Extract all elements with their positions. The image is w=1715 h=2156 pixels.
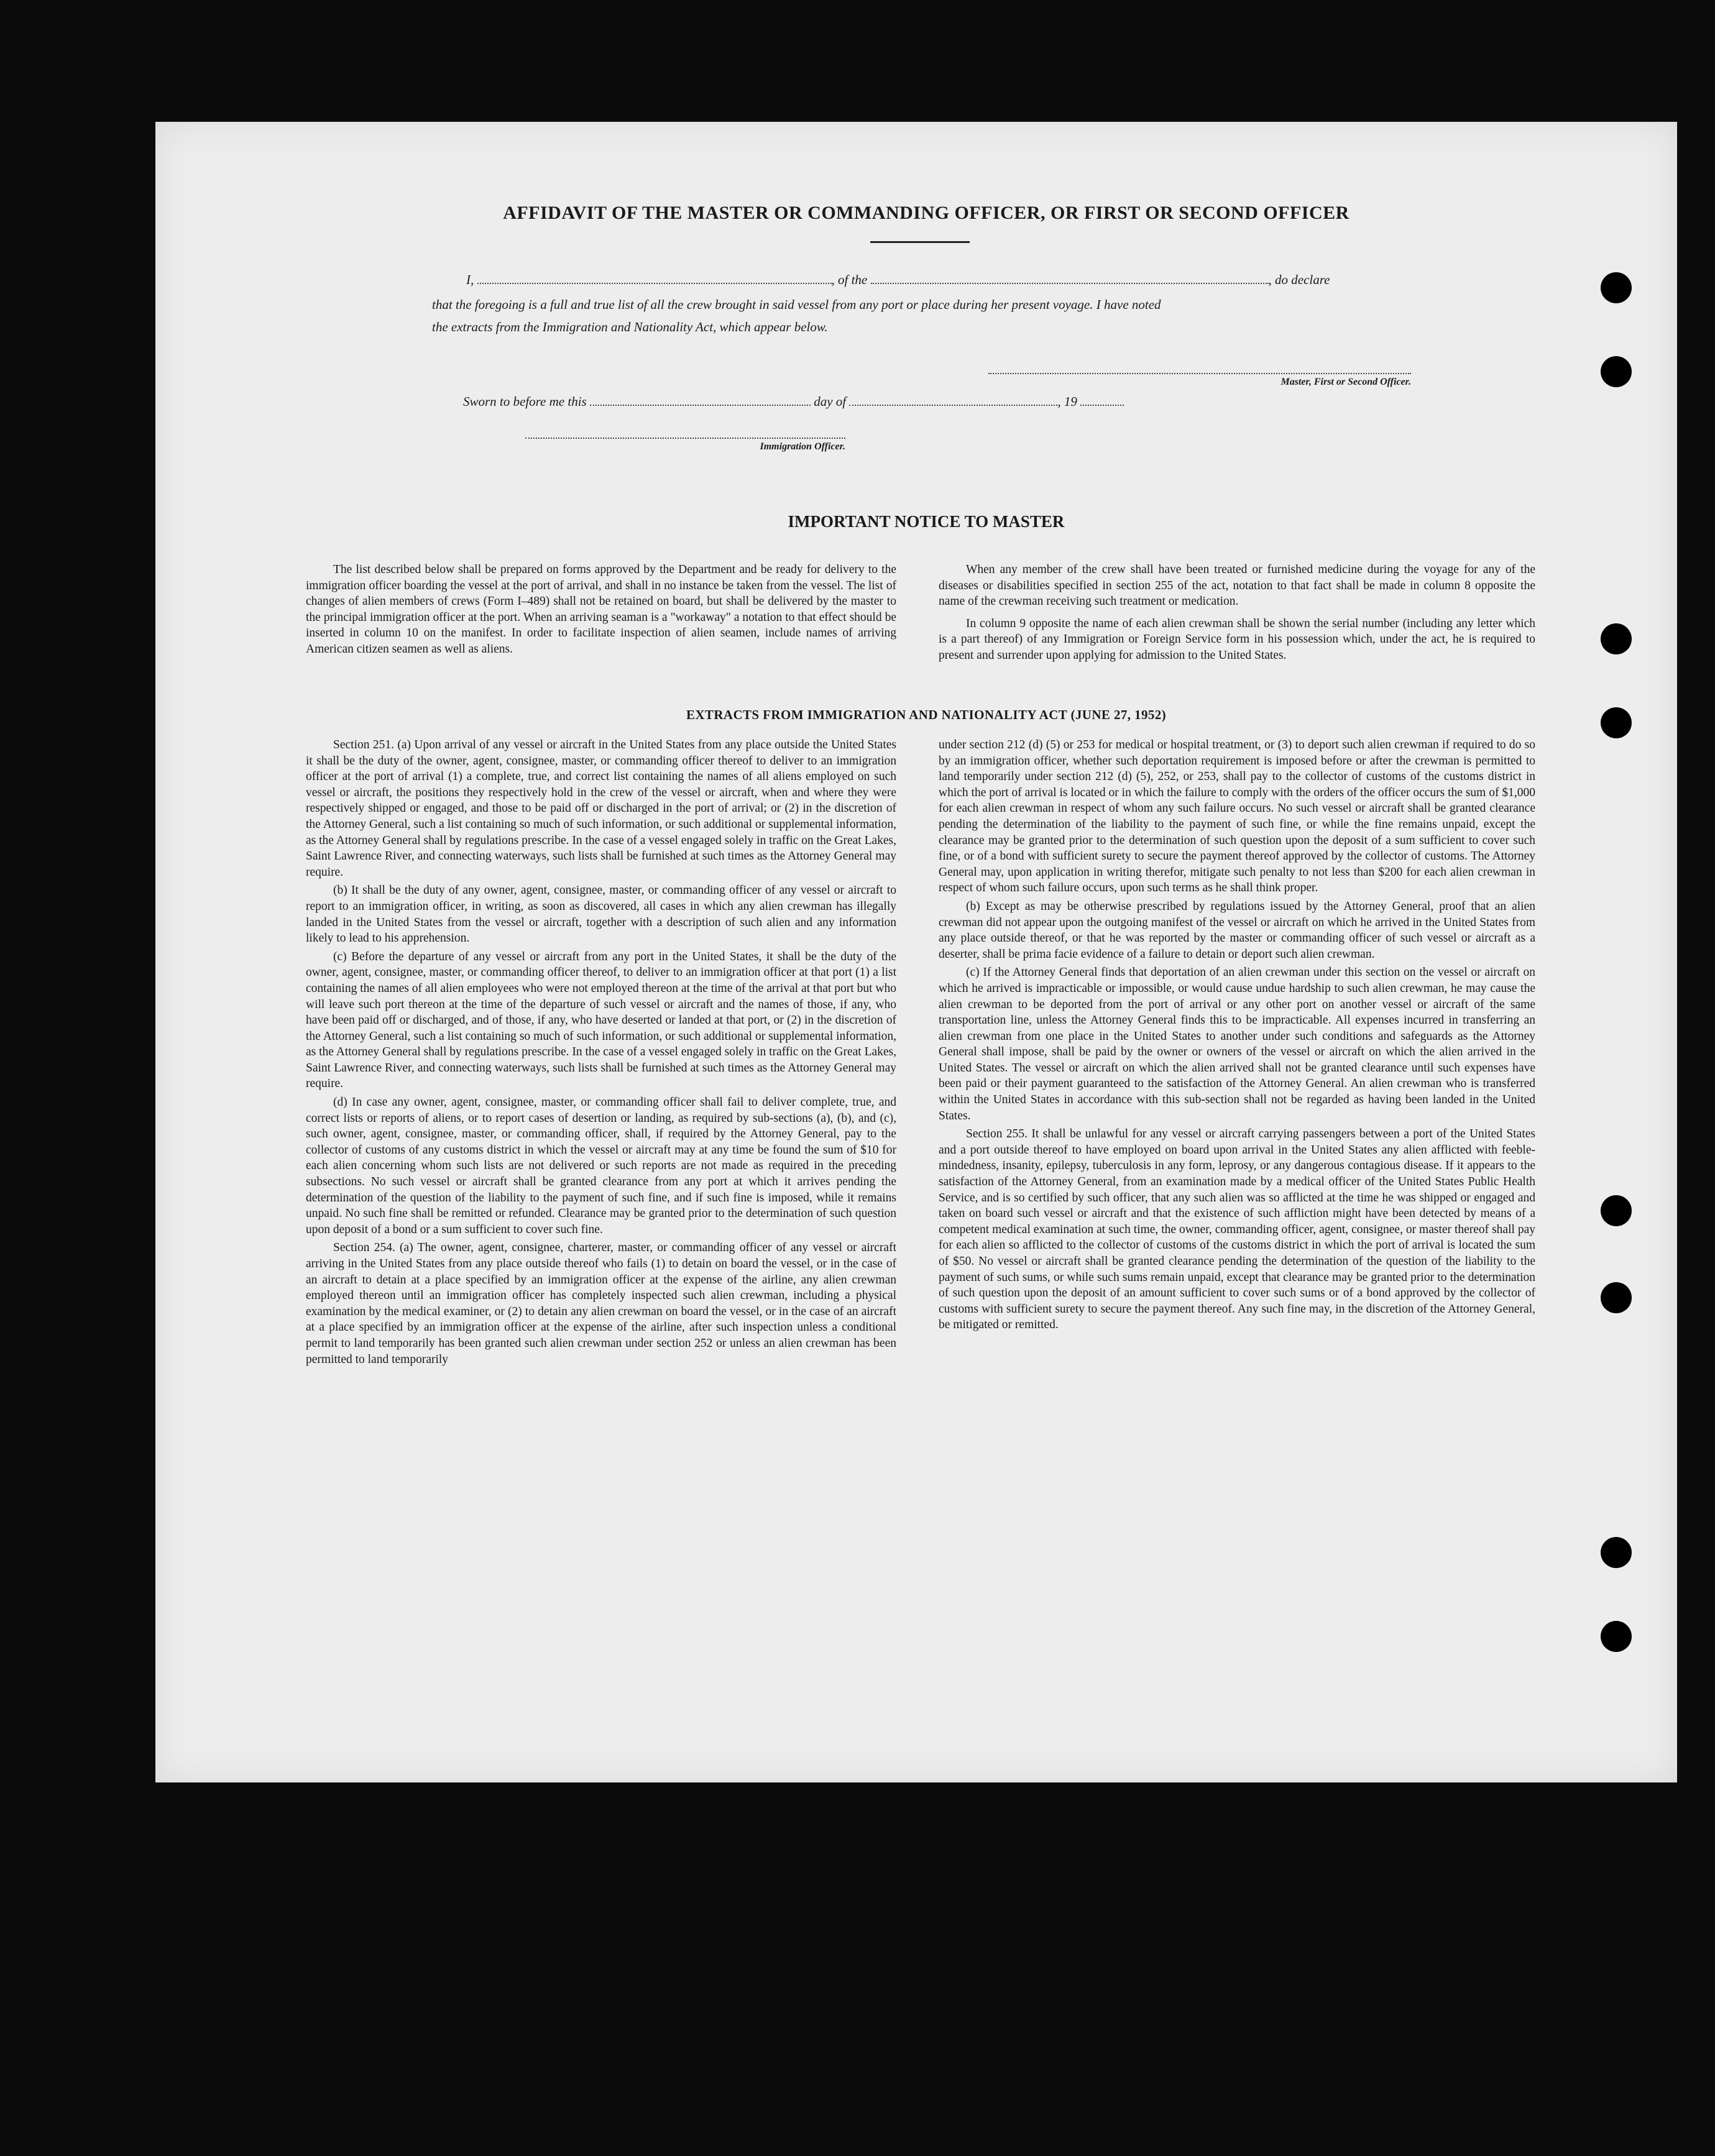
declare-of-the: , of the	[831, 272, 868, 287]
extracts-right-column	[939, 737, 1535, 1336]
extracts-title: EXTRACTS FROM IMMIGRATION AND NATIONALITY ACT (JUNE 27, 1952)	[686, 707, 1167, 722]
title-underline	[870, 241, 970, 243]
sworn-line	[463, 394, 1333, 410]
notice-left-column	[306, 562, 896, 660]
binder-hole	[1601, 707, 1632, 738]
binder-hole	[1601, 356, 1632, 387]
vessel-name-field[interactable]	[871, 283, 1269, 284]
master-signature-field[interactable]	[988, 373, 1411, 374]
officer-caption: Immigration Officer.	[760, 441, 845, 452]
section-251-a: Section 251. (a) Upon arrival of any vessel or aircraft in the United States from any place outside the United States it shall be the duty of the owner, agent, consignee, master, or commanding officer thereof to deliver to an immigration officer at the port of arrival (1) a complete, true, and correct list containing the names of all aliens employed on such vessel or aircraft, the positions they respectively hold in the crew of the vessel or aircraft, when and where they were respectively shipped or engaged, and those to be paid off or discharged in the port of arrival; or (2) in the discretion of the Attorney General, such a list containing so much of such information, or such additional or supplemental information, as the Attorney General shall by regulations prescribe. In the case of a vessel engaged solely in traffic on the Great Lakes, Saint Lawrence River, and connecting waterways, such lists shall be furnished at such times as the Attorney General may require.	[306, 738, 896, 879]
extracts-left-column	[306, 737, 896, 1370]
declaration-line-3: the extracts from the Immigration and Nationality Act, which appear below.	[432, 319, 828, 334]
section-254-a-continued: under section 212 (d) (5) or 253 for medical or hospital treatment, or (3) to deport such alien crewman if required to do so by an immigration officer, whether such deportation requirement is imposed before or after the crewman is permitted to land temporarily under section 212 (d) (5), 252, or 253, shall pay to the collector of customs of the customs district in which the port of arrival is located or in which the failure to comply with the orders of the officer occurs the sum of $1,000 for each alien crewman in respect of whom any such failure occurs. No such vessel or aircraft shall be granted clearance pending the determination of the liability to the payment of such fine, or while the fine remains unpaid, except the clearance may be granted prior to the determination of such question upon the deposit of a sum sufficient to cover such fine, or of a bond with sufficient surety to secure the payment thereof approved by the collector of customs. The Attorney General may, upon application in writing therefor, mitigate such penalty to not less than $200 for each alien crewman in respect of whom such failure occurs, upon such terms as he shall think proper.	[939, 738, 1535, 895]
section-251-c: (c) Before the departure of any vessel or aircraft from any port in the United States, it shall be the duty of the owner, agent, consignee, master, or commanding officer thereof, to deliver to an immigration officer at that port (1) a list containing the names of all alien employees who were not employed thereon at the time of the arrival at that port but who will leave such port thereon at the time of the departure of such vessel or aircraft and the names of those, if any, who have been paid off or discharged, and of those, if any, who have deserted or landed at that port, or (2) in the discretion of the Attorney General, such a list containing so much of such information, or such additional or supplemental information, as the Attorney General shall by regulations prescribe. In the case of a vessel engaged solely in traffic on the Great Lakes, Saint Lawrence River, and connecting waterways, such lists shall be furnished at such times as the Attorney General may require.	[306, 950, 896, 1091]
document-page	[155, 122, 1677, 1782]
notice-right-paragraph-1: When any member of the crew shall have been treated or furnished medicine during the voyage for any of the diseases or disabilities specified in section 255 of the act, notation to that fact shall be made in column 8 opposite the name of the crewman receiving such treatment or medication.	[939, 563, 1535, 608]
affidavit-title: AFFIDAVIT OF THE MASTER OR COMMANDING OFFICER, OR FIRST OR SECOND OFFICER	[503, 203, 1349, 223]
notice-title: IMPORTANT NOTICE TO MASTER	[788, 512, 1065, 531]
binder-hole	[1601, 1282, 1632, 1313]
sworn-year: , 19	[1057, 394, 1077, 409]
sworn-day-field[interactable]	[590, 405, 811, 406]
declaration-line-2: that the foregoing is a full and true list of all the crew brought in said vessel from any port or place during her present voyage. I have noted	[432, 297, 1161, 312]
notice-right-paragraph-2: In column 9 opposite the name of each alien crewman shall be shown the serial number (including any letter which is a part thereof) of any Immigration or Foreign Service form in his possession which, under the act, he is required to present and surrender upon applying for admission to the United States.	[939, 617, 1535, 662]
declare-end: , do declare	[1268, 272, 1330, 287]
sworn-year-field[interactable]	[1080, 405, 1124, 406]
section-254-a: Section 254. (a) The owner, agent, consignee, charterer, master, or commanding officer of any vessel or aircraft arriving in the United States from any place outside thereof who fails (1) to detain on board the vessel, or in the case of an aircraft to detain at a place specified by an immigration officer at the expense of the airline, any alien crewman employed thereon until an immigration officer has completely inspected such alien crewman, including a physical examination by the medical examiner, or (2) to detain any alien crewman on board the vessel, or in the case of an aircraft at a place specified by an immigration officer at the expense of the airline, after such inspection unless a conditional permit to land temporarily has been granted such alien crewman under section 252 or unless an alien crewman has been permitted to land temporarily	[306, 1241, 896, 1366]
declarant-name-field[interactable]	[477, 283, 832, 284]
section-254-b: (b) Except as may be otherwise prescribed by regulations issued by the Attorney General, proof that an alien crewman did not appear upon the outgoing manifest of the vessel or aircraft on which he arrived in the United States from any place outside thereof, or that he was reported by the master or commanding officer of such vessel or aircraft as a deserter, shall be prima facie evidence of a failure to detain or deport such alien crewman.	[939, 899, 1535, 961]
binder-hole	[1601, 1537, 1632, 1568]
section-251-d: (d) In case any owner, agent, consignee, master, or commanding officer shall fail to deliver complete, true, and correct lists or reports of aliens, or to report cases of desertion or landing, as required by sub-sections (a), (b), and (c), such owner, agent, consignee, master, or commanding officer, shall, if required by the Attorney General, pay to the collector of customs of any customs district in which the vessel or aircraft may at any time be found the sum of $10 for each alien concerning whom such lists are not delivered or such reports are not made as required in the preceding subsections. No such vessel or aircraft shall be granted clearance from any port at which it arrives pending the determination of the question of the liability to the payment of such fine, and if such fine is imposed, while it remains unpaid. No such fine shall be remitted or refunded. Clearance may be granted prior to the determination of such question upon deposit of a bond or a sum sufficient to cover such fine.	[306, 1096, 896, 1236]
binder-hole	[1601, 623, 1632, 654]
section-255: Section 255. It shall be unlawful for any vessel or aircraft carrying passengers between a port of the United States and a port outside thereof to have employed on board upon arrival in the United States any alien afflicted with feeble-mindedness, insanity, epilepsy, tuberculosis in any form, leprosy, or any dangerous contagious disease. If it appears to the satisfaction of the Attorney General, from an examination made by a medical officer of the United States Public Health Service, and is so certified by such officer, that any such alien was so afflicted at the time he was shipped or engaged and taken on board such vessel or aircraft and that the existence of such affliction might have been detected by means of a competent medical examination at such time, the owner, commanding officer, agent, consignee, or master thereof shall pay for each alien so afflicted to the collector of customs of the customs district in which the port of arrival is located the sum of $50. No vessel or aircraft shall be granted clearance pending the determination of the question of the liability to the payment of such sums, or while such sums remain unpaid, except that clearance may be granted prior to the determination of such question upon the deposit of an amount sufficient to cover such sums or of a bond approved by the collector of customs with sufficient surety to secure the payment thereof. Any such fine may, in the discretion of the Attorney General, be mitigated or remitted.	[939, 1127, 1535, 1332]
sworn-day-of: day of	[814, 394, 847, 409]
binder-hole	[1601, 1195, 1632, 1226]
officer-signature-field[interactable]	[525, 438, 845, 439]
notice-right-column	[939, 562, 1535, 666]
sworn-month-field[interactable]	[849, 405, 1057, 406]
master-caption: Master, First or Second Officer.	[1281, 377, 1411, 387]
declaration-line-1	[466, 272, 1573, 288]
binder-hole	[1601, 1621, 1632, 1652]
notice-left-paragraph: The list described below shall be prepared on forms approved by the Department and be ready for delivery to the immigration officer boarding the vessel at the port of arrival, and shall in no instance be taken from the vessel. The list of changes of alien members of crews (Form I–489) shall not be retained on board, but shall be delivered by the master to the principal immigration officer at the port. When an arriving seaman is a "workaway" a notation to that effect should be inserted in column 10 on the manifest. In order to facilitate inspection of alien seamen, include names of arriving American citizen seamen as well as aliens.	[306, 563, 896, 656]
section-254-c: (c) If the Attorney General finds that deportation of an alien crewman under this section on the vessel or aircraft on which he arrived is impracticable or impossible, or would cause undue hardship to such alien crewman, he may cause the alien crewman to be deported from the port of arrival or any other port on another vessel or aircraft of the same transportation line, unless the Attorney General finds this to be impracticable. All expenses incurred in transferring an alien crewman from one place in the United States to another under such conditions and safeguards as the Attorney General shall impose, shall be paid by the owner or owners of the vessel or aircraft on which the alien arrived in the United States. The vessel or aircraft on which the alien arrived shall not be granted clearance until such expenses have been paid or their payment guaranteed to the satisfaction of the Attorney General. An alien crewman who is transferred within the United States in accordance with this sub-section shall not be regarded as having been landed in the United States.	[939, 966, 1535, 1122]
section-251-b: (b) It shall be the duty of any owner, agent, consignee, master, or commanding officer of any vessel or aircraft to report to an immigration officer, in writing, as soon as discovered, all cases in which any alien crewman has illegally landed in the United States from the vessel or aircraft, together with a description of such alien and any information likely to lead to his apprehension.	[306, 884, 896, 945]
declare-i: I,	[466, 272, 474, 287]
sworn-prefix: Sworn to before me this	[463, 394, 587, 409]
binder-hole	[1601, 272, 1632, 303]
